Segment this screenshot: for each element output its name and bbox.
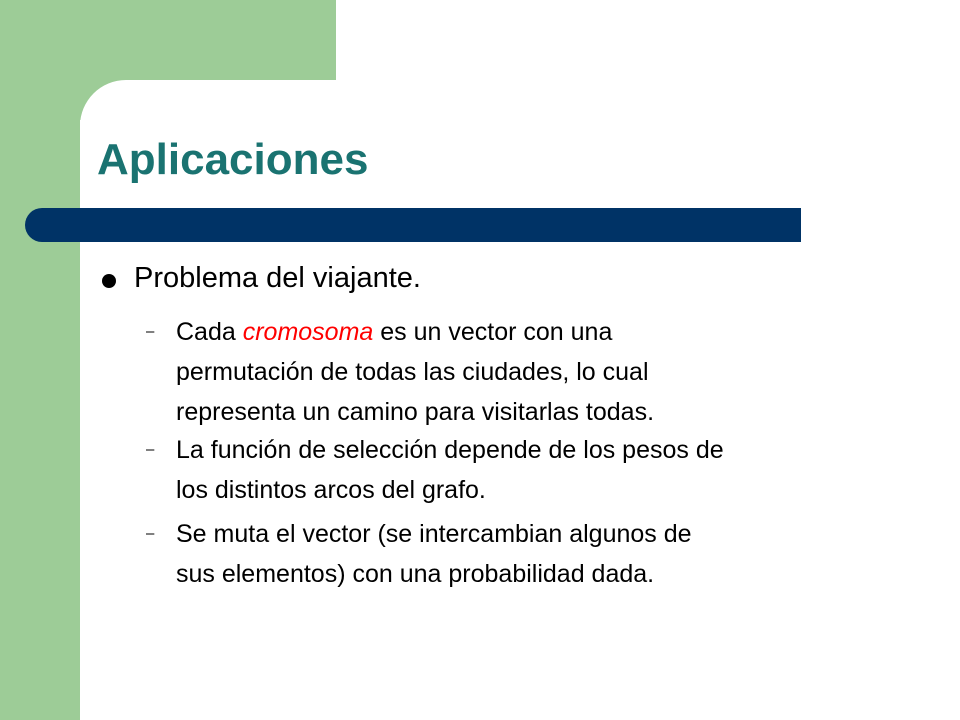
bullet-dot-icon <box>102 274 116 288</box>
sub-bullet-3-line-2: sus elementos) con una probabilidad dada. <box>176 560 655 588</box>
sub-bullet-3-line-1: Se muta el vector (se intercambian algunos de <box>176 520 692 548</box>
dash-icon: – <box>146 323 155 340</box>
sub-bullet-1 <box>146 312 896 432</box>
highlighted-term: cromosoma <box>242 318 374 346</box>
sub-bullet-1-line-3: representa un camino para visitarlas todas. <box>176 398 655 426</box>
sub-bullet-3-text <box>176 514 891 594</box>
sub-bullet-3 <box>146 514 896 594</box>
text-segment: es un vector con una <box>373 318 613 346</box>
dash-icon: – <box>146 441 155 458</box>
dash-icon: – <box>146 525 155 542</box>
sub-bullet-1-text <box>176 312 891 432</box>
slide-title: Aplicaciones <box>97 135 369 184</box>
sub-bullet-1-line-2: permutación de todas las ciudades, lo cual <box>176 358 649 386</box>
sub-bullet-2-text <box>176 430 891 510</box>
main-bullet-text: Problema del viajante. <box>134 262 421 294</box>
sub-bullet-2-line-1: La función de selección depende de los pesos de <box>176 436 724 464</box>
sub-bullet-2 <box>146 430 896 510</box>
sub-bullet-2-line-2: los distintos arcos del grafo. <box>176 476 486 504</box>
title-underline-bar <box>25 208 801 242</box>
sub-bullet-1-line-1 <box>176 312 891 352</box>
main-bullet <box>100 258 900 298</box>
text-segment: Cada <box>176 318 243 346</box>
